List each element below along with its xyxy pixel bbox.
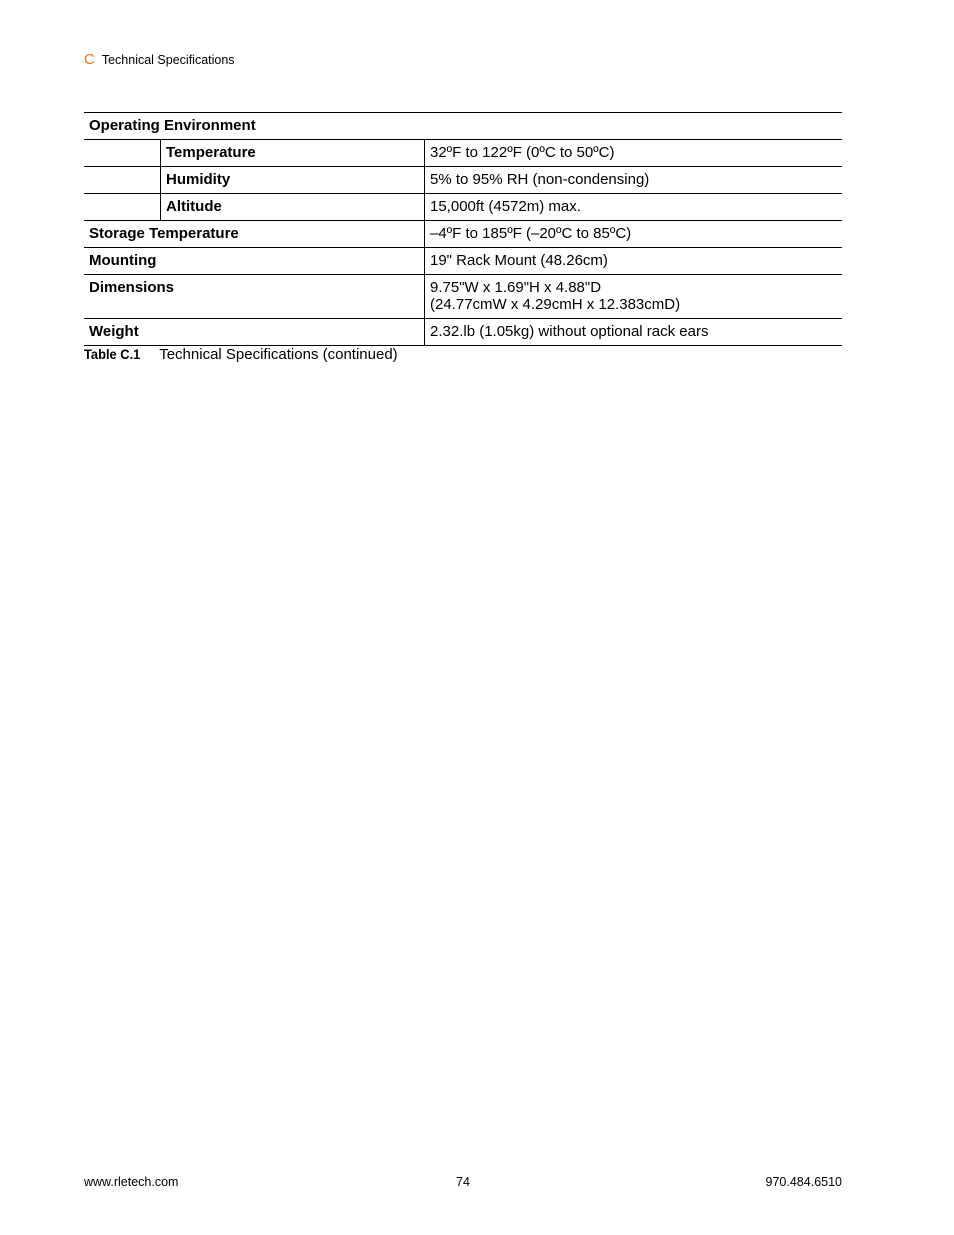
running-header <box>84 51 235 68</box>
table-row <box>84 275 842 319</box>
row-value-storage-temperature: –4ºF to 185ºF (–20ºC to 85ºC) <box>425 221 843 248</box>
row-value-mounting: 19" Rack Mount (48.26cm) <box>425 248 843 275</box>
row-label-dimensions: Dimensions <box>84 275 425 319</box>
row-label-humidity: Humidity <box>161 167 425 194</box>
footer-page-number: 74 <box>456 1175 470 1189</box>
table-row <box>84 194 842 221</box>
row-value-humidity: 5% to 95% RH (non-condensing) <box>425 167 843 194</box>
row-label-altitude: Altitude <box>161 194 425 221</box>
header-title: Technical Specifications <box>101 53 235 67</box>
row-label-temperature: Temperature <box>161 140 425 167</box>
row-label-mounting: Mounting <box>84 248 425 275</box>
footer-website: www.rletech.com <box>84 1175 179 1189</box>
chapter-letter: C <box>84 51 95 68</box>
indent-cell <box>84 167 161 194</box>
caption-number: Table C.1 <box>84 346 141 362</box>
caption-text: Technical Specifications (continued) <box>159 346 398 363</box>
footer-phone: 970.484.6510 <box>765 1175 842 1189</box>
row-label-storage-temperature: Storage Temperature <box>84 221 425 248</box>
indent-cell <box>84 140 161 167</box>
table-row <box>84 248 842 275</box>
table-row <box>84 167 842 194</box>
technical-specifications-table <box>84 112 842 346</box>
row-value-dimensions <box>425 275 843 319</box>
row-label-weight: Weight <box>84 319 425 346</box>
table-caption <box>84 346 398 363</box>
table-row <box>84 140 842 167</box>
table-row <box>84 221 842 248</box>
row-value-weight: 2.32.lb (1.05kg) without optional rack ears <box>425 319 843 346</box>
dimensions-imperial: 9.75"W x 1.69"H x 4.88"D <box>430 279 602 296</box>
table-row <box>84 113 842 140</box>
row-value-temperature: 32ºF to 122ºF (0ºC to 50ºC) <box>425 140 843 167</box>
dimensions-metric: (24.77cmW x 4.29cmH x 12.383cmD) <box>430 296 681 313</box>
table-row <box>84 319 842 346</box>
row-value-altitude: 15,000ft (4572m) max. <box>425 194 843 221</box>
section-heading-operating-environment: Operating Environment <box>84 113 842 140</box>
indent-cell <box>84 194 161 221</box>
